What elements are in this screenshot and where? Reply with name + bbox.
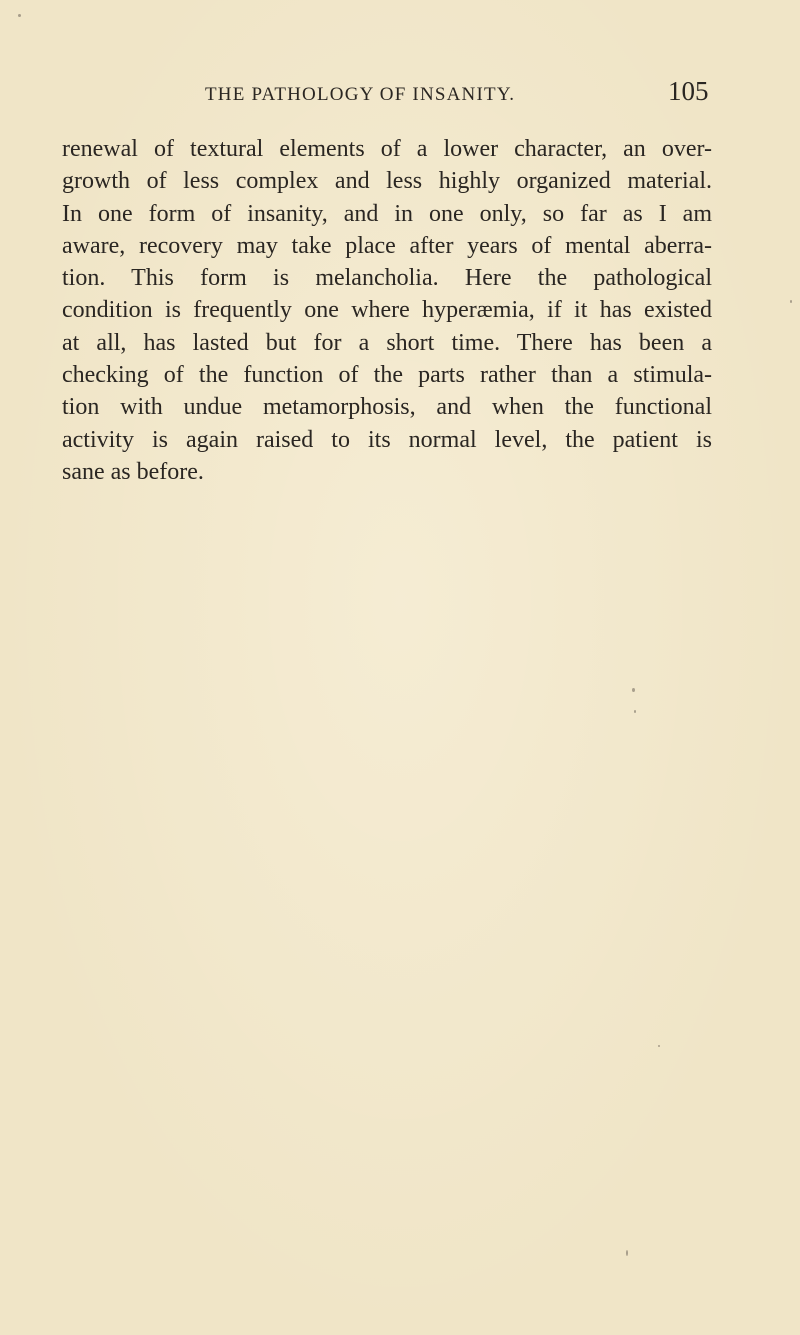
page-number: 105: [668, 76, 709, 106]
paper-speck: [658, 1045, 660, 1047]
text-line: checking of the function of the parts rather than a stimula-: [62, 362, 712, 389]
text-line: tion with undue metamorphosis, and when the functional: [62, 394, 712, 421]
paper-speck: [790, 300, 792, 303]
paper-speck: [634, 710, 636, 713]
paper-speck: [632, 688, 635, 692]
running-title: THE PATHOLOGY OF INSANITY.: [205, 84, 516, 105]
paper-speck: [18, 14, 21, 17]
text-line: In one form of insanity, and in one only, so far as I am: [62, 200, 712, 227]
text-line: growth of less complex and less highly organized material.: [62, 168, 712, 195]
text-line: at all, has lasted but for a short time. There has been a: [62, 329, 712, 356]
text-line: sane as before.: [62, 458, 204, 485]
running-head: [0, 76, 800, 114]
paper-speck: [626, 1250, 628, 1256]
text-line: tion. This form is melancholia. Here the pathological: [62, 265, 712, 292]
text-line: aware, recovery may take place after years of mental aberra-: [62, 232, 712, 259]
body-paragraph: [62, 133, 712, 488]
text-line: renewal of textural elements of a lower character, an over-: [62, 136, 712, 162]
text-line: condition is frequently one where hyperæmia, if it has existed: [62, 297, 712, 324]
text-line: activity is again raised to its normal level, the patient is: [62, 426, 712, 453]
